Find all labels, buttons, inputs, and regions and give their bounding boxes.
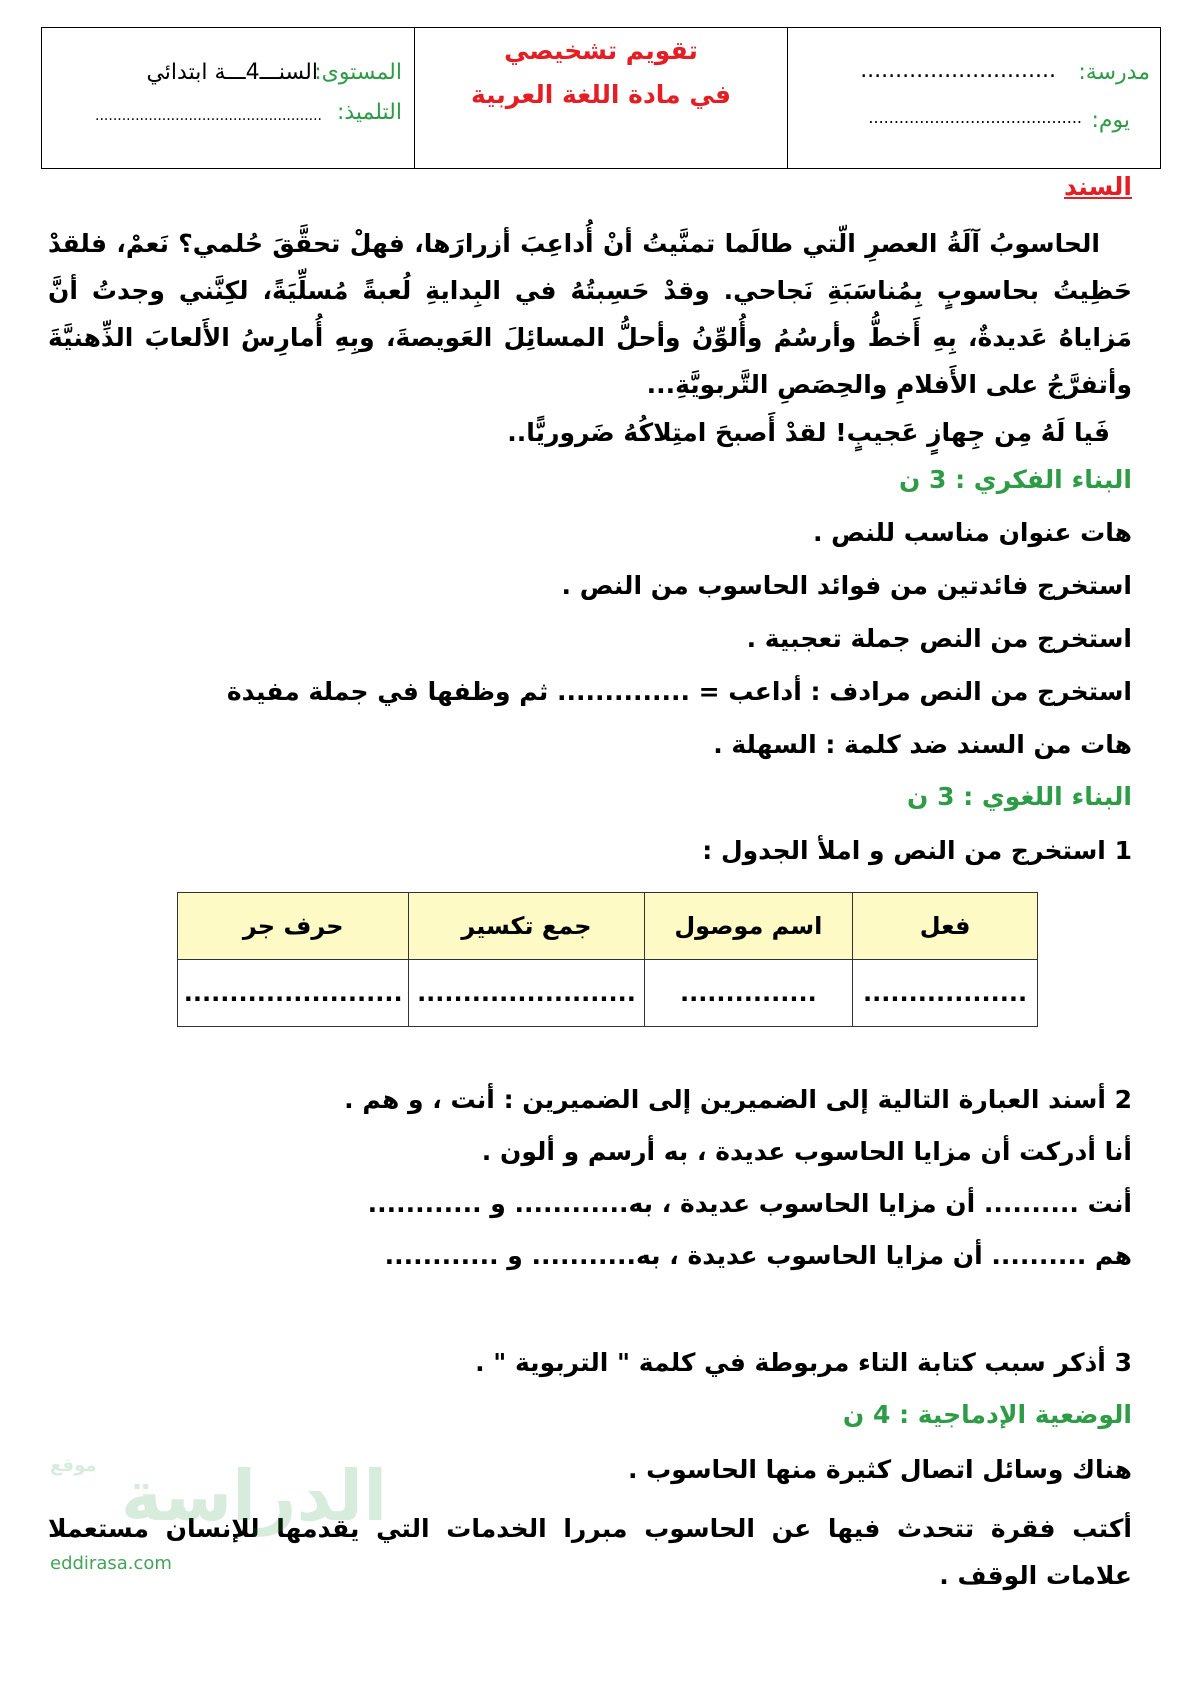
- table-cell-preposition[interactable]: ........................: [178, 960, 409, 1027]
- table-header-relative-noun: اسم موصول: [644, 893, 853, 960]
- question-pronouns: 2 أسند العبارة التالية إلى الضميرين إلى الضميرين : أنت ، و هم .: [344, 1085, 1132, 1114]
- example-sentence: أنا أدركت أن مزايا الحاسوب عديدة ، به أرسم و ألون .: [481, 1137, 1132, 1166]
- table-header-row: [178, 893, 1038, 960]
- school-cell: [787, 28, 1160, 168]
- table-cell-relative-noun[interactable]: ...............: [644, 960, 853, 1027]
- day-dots: ..........................................: [868, 108, 1082, 127]
- extraction-table: [177, 892, 1038, 1027]
- title-line-2: في مادة اللغة العربية: [470, 80, 732, 109]
- school-label: مدرسة:: [1078, 60, 1150, 85]
- question-benefits: استخرج فائدتين من فوائد الحاسوب من النص .: [561, 571, 1132, 600]
- question-title: هات عنوان مناسب للنص .: [812, 518, 1132, 547]
- question-fill-table: 1 استخرج من النص و املأ الجدول :: [702, 836, 1132, 865]
- integration-task: أكتب فقرة تتحدث فيها عن الحاسوب مبررا الخدمات التي يقدمها للإنسان مستعملا علامات الوقف .: [48, 1514, 1132, 1590]
- question-taa-marbuta: 3 أذكر سبب كتابة التاء مربوطة في كلمة " التربوية " .: [475, 1348, 1132, 1377]
- watermark-text: الدراسة: [120, 1455, 388, 1537]
- fill-line-you[interactable]: أنت .......... أن مزايا الحاسوب عديدة ، به............ و ............: [367, 1189, 1132, 1218]
- section-language-heading: البناء اللغوي : 3 ن: [907, 782, 1132, 811]
- table-cell-verb[interactable]: ..................: [853, 960, 1038, 1027]
- source-closing: فَيا لَهُ مِن جِهازٍ عَجيبٍ! لقدْ أَصبحَ امتِلاكُهُ ضَروريًّا..: [507, 418, 1110, 447]
- table-header-verb: فعل: [853, 893, 1038, 960]
- day-label: يوم:: [1091, 108, 1130, 133]
- watermark-logo: [50, 1455, 387, 1537]
- table-cell-broken-plural[interactable]: ........................: [409, 960, 644, 1027]
- watermark-url: eddirasa.com: [50, 1553, 172, 1574]
- title-cell: [414, 28, 787, 168]
- section-integration-heading: الوضعية الإدماجية : 4 ن: [842, 1400, 1132, 1429]
- source-paragraph: الحاسوبُ آلَةُ العصرِ الّتي طالَما تمنَّيتُ أنْ أُداعِبَ أزرارَها، فهلْ تحقَّقَ حُلمي؟ نَعمْ، فلقدْ حَظِيتُ بحاسوبٍ بِمُناسَبَةِ نَجاحي. وقدْ حَسِبتُهُ في البِدايةِ لُعبةً مُسلِّيَةً، لكِنَّني وجدتُ أنَّ مَزاياهُ عَديدةٌ، بِهِ أَخطُّ وأرسُمُ وأُلوِّنُ وأحلُّ المسائِلَ العَويصةَ، وبِهِ أُمارِسُ الأَلعابَ الذِّهنيَّةَ وأتفرَّجُ على الأَفلامِ والحِصَصِ التَّربويَّةِ...: [48, 229, 1132, 399]
- question-exclamation: استخرج من النص جملة تعجبية .: [746, 624, 1132, 653]
- table-header-preposition: حرف جر: [178, 893, 409, 960]
- source-heading: السند: [1063, 172, 1132, 201]
- section-intellectual-heading: البناء الفكري : 3 ن: [898, 465, 1132, 494]
- question-antonym: هات من السند ضد كلمة : السهلة .: [713, 730, 1132, 759]
- pupil-dots: ...................................................: [95, 108, 322, 124]
- watermark-small: موقع: [50, 1455, 97, 1476]
- integration-context: هناك وسائل اتصال كثيرة منها الحاسوب .: [627, 1455, 1132, 1484]
- pupil-label: التلميذ:: [336, 100, 402, 125]
- table-row: [178, 960, 1038, 1027]
- level-value: السنـــ4ـــة ابتدائي: [146, 60, 318, 85]
- title-line-1: تقويم تشخيصي: [504, 36, 698, 65]
- fill-line-they[interactable]: هم .......... أن مزايا الحاسوب عديدة ، به........... و ............: [384, 1241, 1132, 1270]
- question-synonym: استخرج من النص مرادف : أداعب = .............. ثم وظفها في جملة مفيدة: [226, 677, 1132, 706]
- level-label: المستوى:: [314, 60, 402, 85]
- header-box: [41, 27, 1161, 169]
- school-dots: ............................: [860, 58, 1056, 83]
- table-header-broken-plural: جمع تكسير: [409, 893, 644, 960]
- pupil-cell: [42, 28, 414, 168]
